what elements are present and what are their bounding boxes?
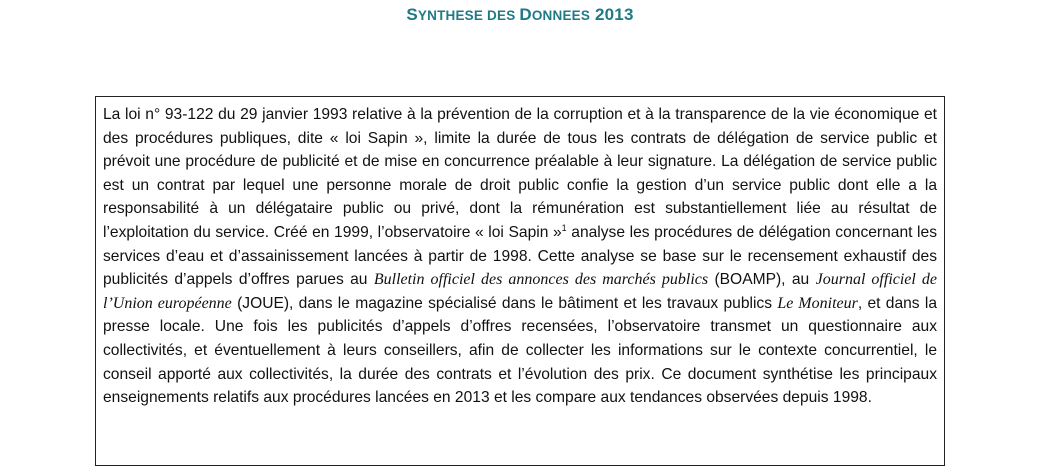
publication-joue: Journal officiel de l’Union européenne xyxy=(103,271,937,312)
paragraph-text-5: , et dans la presse locale. Une fois les publicités d’appels d’offres recensées, l’observatoire transmet un questionnaire aux collectivités, et éventuellement à leurs conseillers, afin de collecter les informations sur le contexte concurrentiel, le conseil apporté aux collectivités, la durée des contrats et l’évolution des prix. Ce document synthétise les principaux enseignements relatifs aux procédures lancées en 2013 et les compare aux tendances observées depuis 1998. xyxy=(103,294,938,407)
document-title xyxy=(0,5,1040,25)
title-word-donnees: ONNEES xyxy=(531,8,591,23)
paragraph-text-1: La loi n° 93-122 du 29 janvier 1993 relative à la prévention de la corruption et à la transparence de la vie économique et des procédures publiques, dite « loi Sapin », limite la durée de tous les contrats de délégation de service public et prévoit une procédure de publicité et de mise en concurrence préalable à leur signature. La délégation de service public est un contrat par lequel une personne morale de droit public confie la gestion d’un service public dont elle a la responsabilité à un délégataire public ou privé, dont la rémunération est substantiellement liée au résultat de l’exploitation du service. Créé en 1999, l’observatoire « loi Sapin » xyxy=(103,106,937,241)
publication-boamp: Bulletin officiel des annonces des marchés publics xyxy=(373,271,709,289)
footnote-ref[interactable]: 1 xyxy=(561,222,567,233)
paragraph-text-3: (BOAMP), au xyxy=(708,271,816,289)
title-initial-s: S xyxy=(406,5,418,24)
paragraph-text-4: (JOUE), dans le magazine spécialisé dans le bâtiment et les travaux publics xyxy=(231,294,778,312)
title-word-synthese-des: YNTHESE DES xyxy=(417,8,520,23)
intro-paragraph xyxy=(103,103,937,410)
title-initial-d: D xyxy=(519,5,532,24)
publication-le-moniteur: Le Moniteur xyxy=(777,294,858,312)
title-year: 2013 xyxy=(590,5,634,24)
intro-text-box xyxy=(95,96,945,466)
paragraph-text-2: analyse les procédures de délégation concernant les services d’eau et d’assainissement lancées à partir de 1998. Cette analyse se base sur le recensement exhaustif des publicités d’appels d’offres parues au xyxy=(103,223,937,289)
